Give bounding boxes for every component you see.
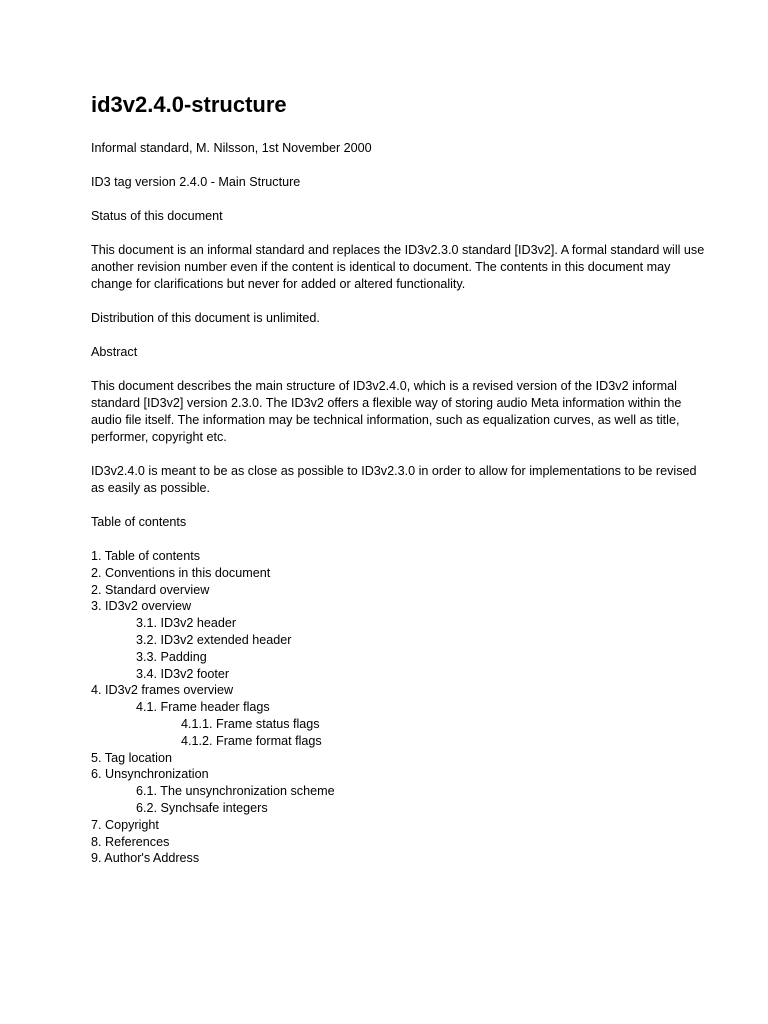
toc-item: 3. ID3v2 overview xyxy=(91,599,192,614)
toc-item: 1. Table of contents xyxy=(91,549,200,563)
status-heading: Status of this document xyxy=(91,209,223,223)
abstract-heading: Abstract xyxy=(91,345,138,359)
toc-item: 4.1. Frame header flags xyxy=(136,700,270,715)
toc-item: 3.2. ID3v2 extended header xyxy=(136,632,292,647)
toc-item: 4.1.2. Frame format flags xyxy=(181,733,322,748)
toc-item: 2. Standard overview xyxy=(91,582,210,597)
abstract-paragraph: This document describes the main structure of ID3v2.4.0, which is a revised version of the ID3v2 informal standard [ID3v2] version 2.3.0. The ID3v2 offers a flexible way of storing audio Meta information within the audio file itself. The information may be technical information, such as equalization curves, as well as title, performer, copyright etc. xyxy=(91,379,682,444)
toc-item: 6. Unsynchronization xyxy=(91,767,209,782)
distribution-statement: Distribution of this document is unlimited. xyxy=(91,311,320,325)
toc-item: 3.3. Padding xyxy=(136,649,207,664)
toc-item: 6.1. The unsynchronization scheme xyxy=(136,784,335,799)
abstract-paragraph-second: ID3v2.4.0 is meant to be as close as possible to ID3v2.3.0 in order to allow for implementations to be revised as easily as possible. xyxy=(91,464,697,495)
toc-item: 5. Tag location xyxy=(91,750,172,765)
toc-item: 6.2. Synchsafe integers xyxy=(136,800,268,815)
toc-heading: Table of contents xyxy=(91,515,187,529)
table-of-contents xyxy=(91,548,708,867)
toc-item: 4. ID3v2 frames overview xyxy=(91,683,234,698)
document-byline: Informal standard, M. Nilsson, 1st November 2000 xyxy=(91,141,372,155)
document-title: id3v2.4.0-structure xyxy=(91,92,287,117)
toc-item: 2. Conventions in this document xyxy=(91,565,271,580)
toc-item: 4.1.1. Frame status flags xyxy=(181,716,320,731)
toc-item: 9. Author's Address xyxy=(91,851,200,866)
toc-item: 7. Copyright xyxy=(91,817,159,832)
document-subtitle: ID3 tag version 2.4.0 - Main Structure xyxy=(91,175,301,189)
toc-item: 8. References xyxy=(91,834,170,849)
status-paragraph: This document is an informal standard and replaces the ID3v2.3.0 standard [ID3v2]. A formal standard will use another revision number even if the content is identical to document. The contents in this document may change for clarifications but never for added or altered functionality. xyxy=(91,243,705,291)
toc-item: 3.1. ID3v2 header xyxy=(136,616,237,631)
toc-item: 3.4. ID3v2 footer xyxy=(136,666,230,681)
